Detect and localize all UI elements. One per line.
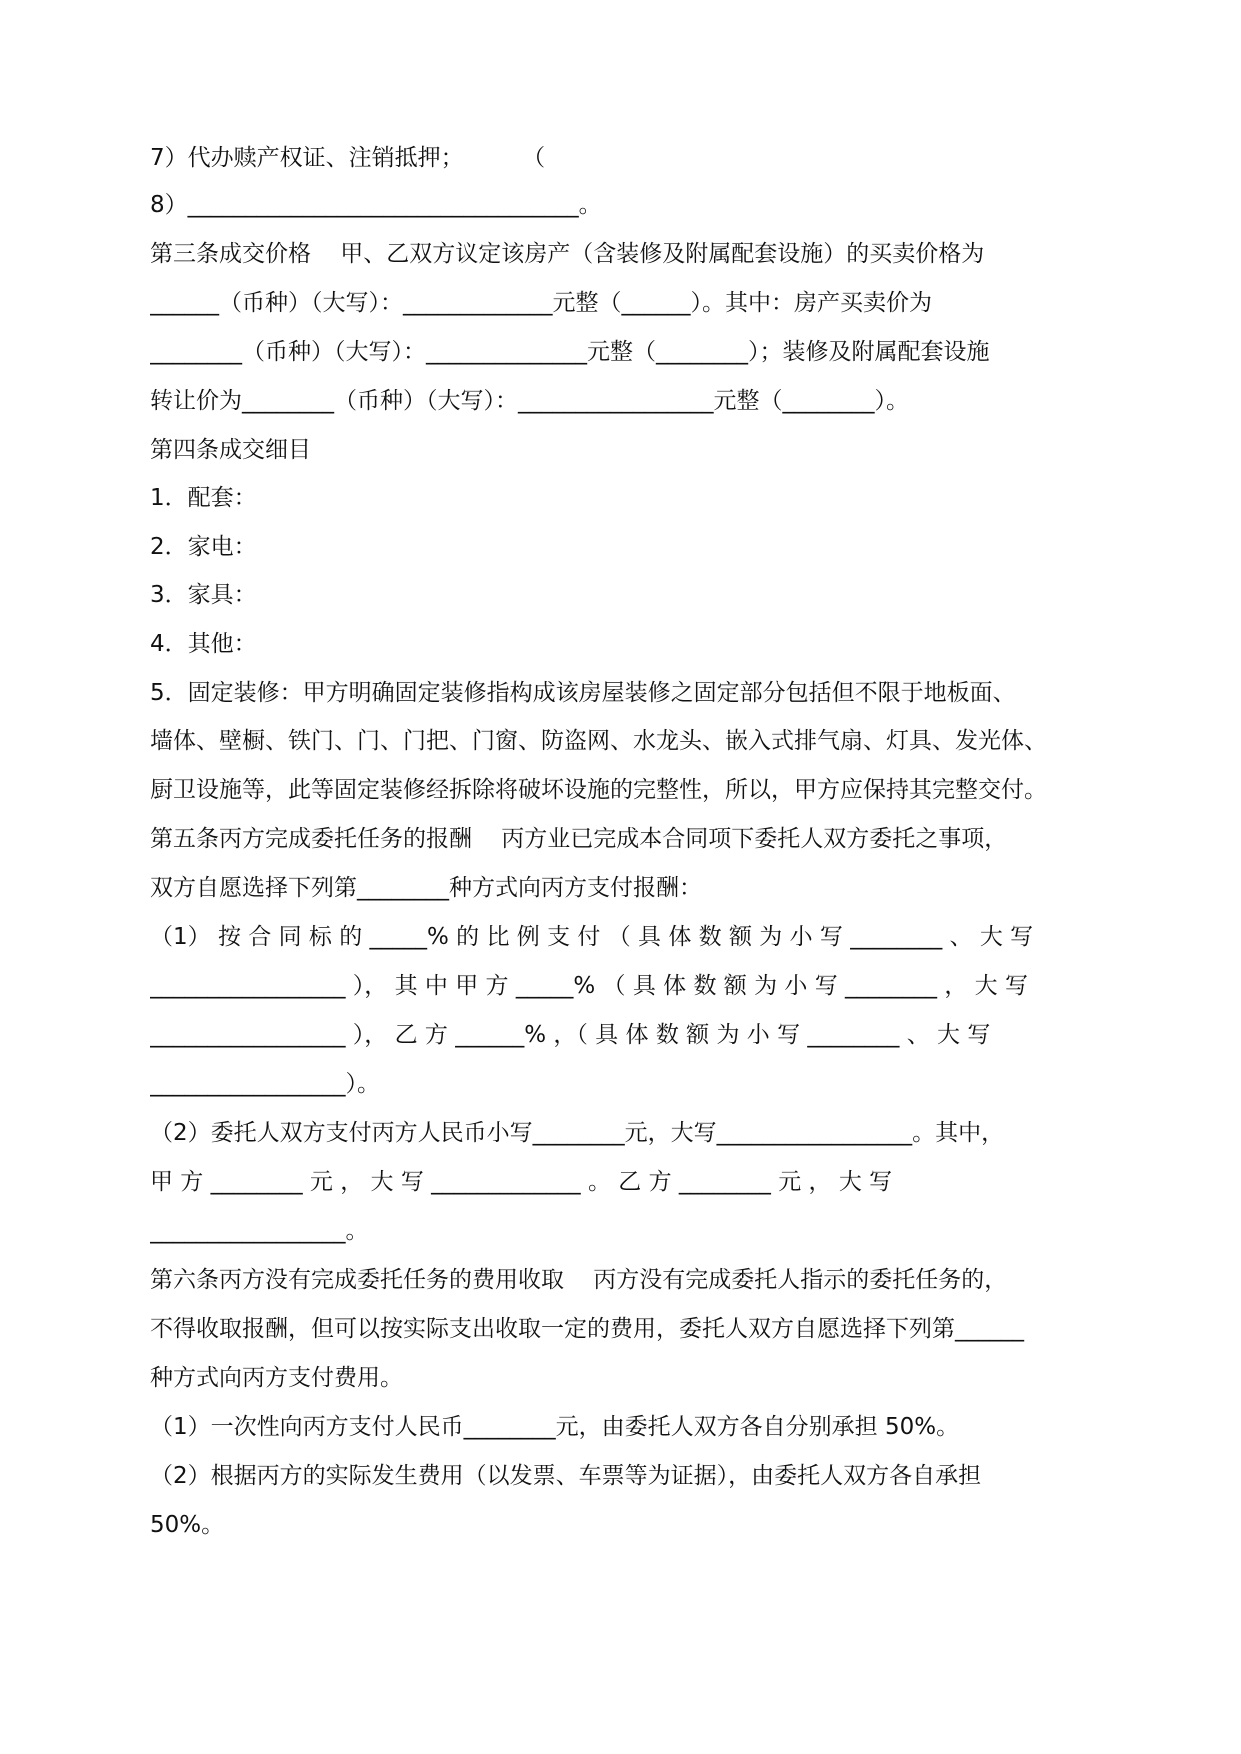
item-7-line: 7）代办赎产权证、注销抵押； （ — [150, 145, 546, 171]
article-4-item-5-line-3: 厨卫设施等，此等固定装修经拆除将破坏设施的完整性，所以，甲方应保持其完整交付。 — [150, 777, 1047, 803]
article-5-option-1-line-1: （1） 按 合 同 标 的 _____% 的 比 例 支 付 （ 具 体 数 额 为 小 写 ________ 、 大 写 — [150, 924, 1034, 950]
article-4-item-4: 4．其他： — [150, 631, 257, 657]
article-4-item-1: 1．配套： — [150, 485, 257, 511]
article-4-item-2: 2．家电： — [150, 534, 257, 560]
article-3-line-2: ______（币种）（大写）：_____________元整（______）。其中：房产买卖价为 — [150, 290, 932, 316]
article-5-option-1-line-4: _________________）。 — [150, 1071, 380, 1097]
article-4-item-3: 3．家具： — [150, 582, 257, 608]
article-6-line-3: 种方式向丙方支付费用。 — [150, 1365, 403, 1391]
article-3-line-3: ________（币种）（大写）：______________元整（________）；装修及附属配套设施 — [150, 339, 990, 365]
article-6-heading-line: 第六条丙方没有完成委托任务的费用收取 丙方没有完成委托人指示的委托任务的， — [150, 1267, 1008, 1293]
article-5-option-2-line-2: 甲 方 ________ 元 ， 大 写 _____________ 。 乙 方 ________ 元 ， 大 写 — [150, 1169, 893, 1195]
article-5-heading-line: 第五条丙方完成委托任务的报酬 丙方业已完成本合同项下委托人双方委托之事项， — [150, 826, 1008, 852]
article-5-option-1-line-2: _________________ ）， 其 中 甲 方 _____% （ 具 体 数 额 为 小 写 ________ ， 大 写 — [150, 973, 1028, 999]
article-5-line-2: 双方自愿选择下列第________种方式向丙方支付报酬： — [150, 875, 702, 901]
article-3-line-4: 转让价为________（币种）（大写）：_________________元整（________）。 — [150, 388, 909, 414]
article-6-option-1: （1）一次性向丙方支付人民币________元，由委托人双方各自分别承担 50%。 — [150, 1414, 960, 1440]
article-5-option-2-line-3: _________________。 — [150, 1218, 369, 1244]
article-6-option-2-line-2: 50%。 — [150, 1512, 225, 1538]
article-4-heading: 第四条成交细目 — [150, 437, 311, 463]
article-6-option-2-line-1: （2）根据丙方的实际发生费用（以发票、车票等为证据），由委托人双方各自承担 — [150, 1463, 982, 1489]
article-6-line-2: 不得收取报酬，但可以按实际支出收取一定的费用，委托人双方自愿选择下列第______ — [150, 1316, 1024, 1342]
item-8-line: 8）__________________________________。 — [150, 192, 602, 218]
article-3-heading-line: 第三条成交价格 甲、乙双方议定该房产（含装修及附属配套设施）的买卖价格为 — [150, 241, 985, 267]
article-4-item-5-line-2: 墙体、壁橱、铁门、门、门把、门窗、防盗网、水龙头、嵌入式排气扇、灯具、发光体、 — [150, 728, 1047, 754]
article-5-option-1-line-3: _________________ ）， 乙 方 ______% ，（ 具 体 数 额 为 小 写 ________ 、 大 写 — [150, 1022, 991, 1048]
article-5-option-2-line-1: （2）委托人双方支付丙方人民币小写________元，大写_________________。其中， — [150, 1120, 1005, 1146]
article-4-item-5-line-1: 5．固定装修：甲方明确固定装修指构成该房屋装修之固定部分包括但不限于地板面、 — [150, 680, 1016, 706]
